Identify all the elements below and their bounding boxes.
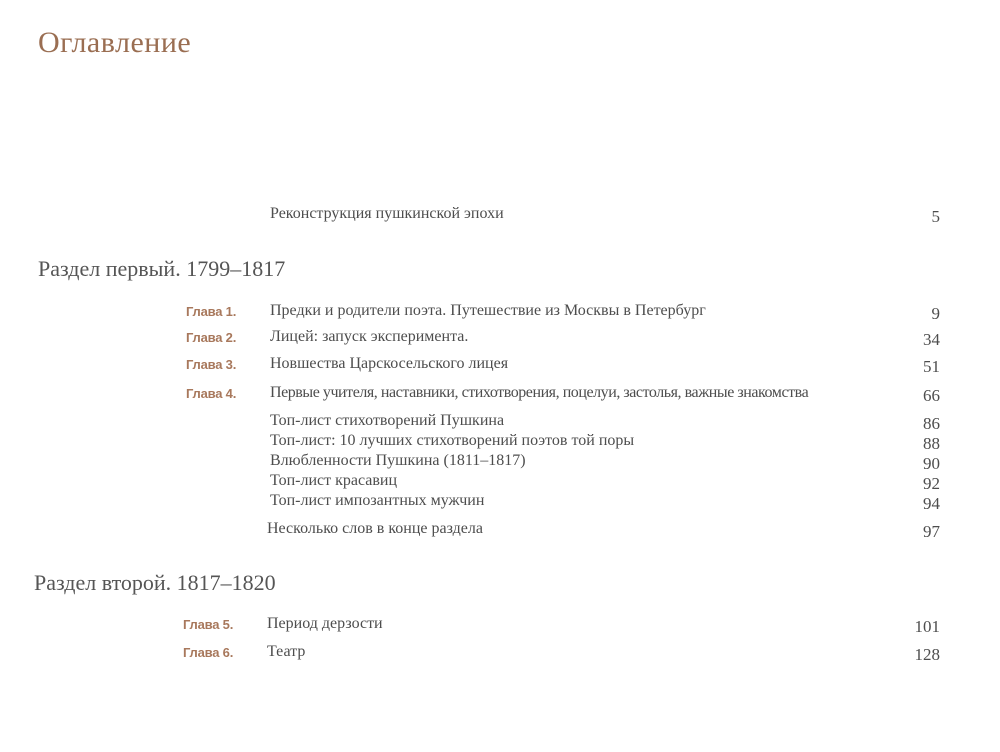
- entry-title: Топ-лист: 10 лучших стихотворений поэтов той поры: [270, 432, 635, 449]
- toc-entry-infatuations[interactable]: [0, 452, 1000, 474]
- toc-entry-top-beauties[interactable]: [0, 472, 1000, 494]
- page-title: Оглавление: [38, 26, 192, 59]
- entry-title: Влюбленности Пушкина (1811–1817): [270, 452, 526, 469]
- entry-title: Топ-лист импозантных мужчин: [270, 492, 485, 509]
- toc-entry-chapter-1[interactable]: [0, 302, 1000, 324]
- entry-title: Несколько слов в конце раздела: [267, 520, 483, 537]
- toc-entry-top-poems[interactable]: [0, 412, 1000, 434]
- entry-page-number: 97: [923, 522, 940, 541]
- entry-title: Новшества Царскосельского лицея: [270, 355, 509, 372]
- entry-page-number: 90: [923, 454, 940, 473]
- chapter-label: Глава 3.: [186, 357, 237, 372]
- toc-entry-chapter-5[interactable]: [0, 615, 1000, 637]
- section-heading-2: Раздел второй. 1817–1820: [34, 570, 276, 595]
- entry-title: Топ-лист красавиц: [270, 472, 398, 489]
- entry-title: Реконструкция пушкинской эпохи: [270, 205, 504, 222]
- toc-entry-chapter-2[interactable]: [0, 328, 1000, 350]
- entry-title: Театр: [267, 643, 306, 660]
- toc-entry-chapter-3[interactable]: [0, 355, 1000, 377]
- entry-page-number: 88: [923, 434, 940, 453]
- toc-entry-intro[interactable]: [0, 205, 1000, 227]
- entry-page-number: 66: [923, 386, 940, 405]
- entry-page-number: 94: [923, 494, 940, 513]
- toc-entry-chapter-6[interactable]: [0, 643, 1000, 665]
- entry-title: Предки и родители поэта. Путешествие из Москвы в Петербург: [270, 302, 706, 319]
- chapter-label: Глава 6.: [183, 645, 234, 660]
- chapter-label: Глава 1.: [186, 304, 237, 319]
- entry-title: Лицей: запуск эксперимента.: [270, 328, 469, 345]
- toc-entry-top-10-poems[interactable]: [0, 432, 1000, 454]
- entry-page-number: 9: [931, 304, 940, 323]
- toc-entry-section-end[interactable]: [0, 520, 1000, 542]
- entry-page-number: 34: [923, 330, 940, 349]
- entry-page-number: 128: [914, 645, 940, 664]
- entry-page-number: 51: [923, 357, 940, 376]
- section-heading-1: Раздел первый. 1799–1817: [38, 256, 286, 281]
- entry-page-number: 92: [923, 474, 940, 493]
- chapter-label: Глава 2.: [186, 330, 237, 345]
- chapter-label: Глава 5.: [183, 617, 234, 632]
- chapter-label: Глава 4.: [186, 386, 237, 401]
- entry-page-number: 5: [931, 207, 940, 226]
- entry-title: Топ-лист стихотворений Пушкина: [270, 412, 505, 429]
- toc-entry-chapter-4[interactable]: [0, 384, 1000, 406]
- toc-entry-top-men[interactable]: [0, 492, 1000, 514]
- entry-title: Период дерзости: [267, 615, 383, 632]
- entry-page-number: 101: [914, 617, 940, 636]
- entry-page-number: 86: [923, 414, 940, 433]
- entry-title: Первые учителя, наставники, стихотворения, поцелуи, застолья, важные знакомства: [270, 384, 809, 401]
